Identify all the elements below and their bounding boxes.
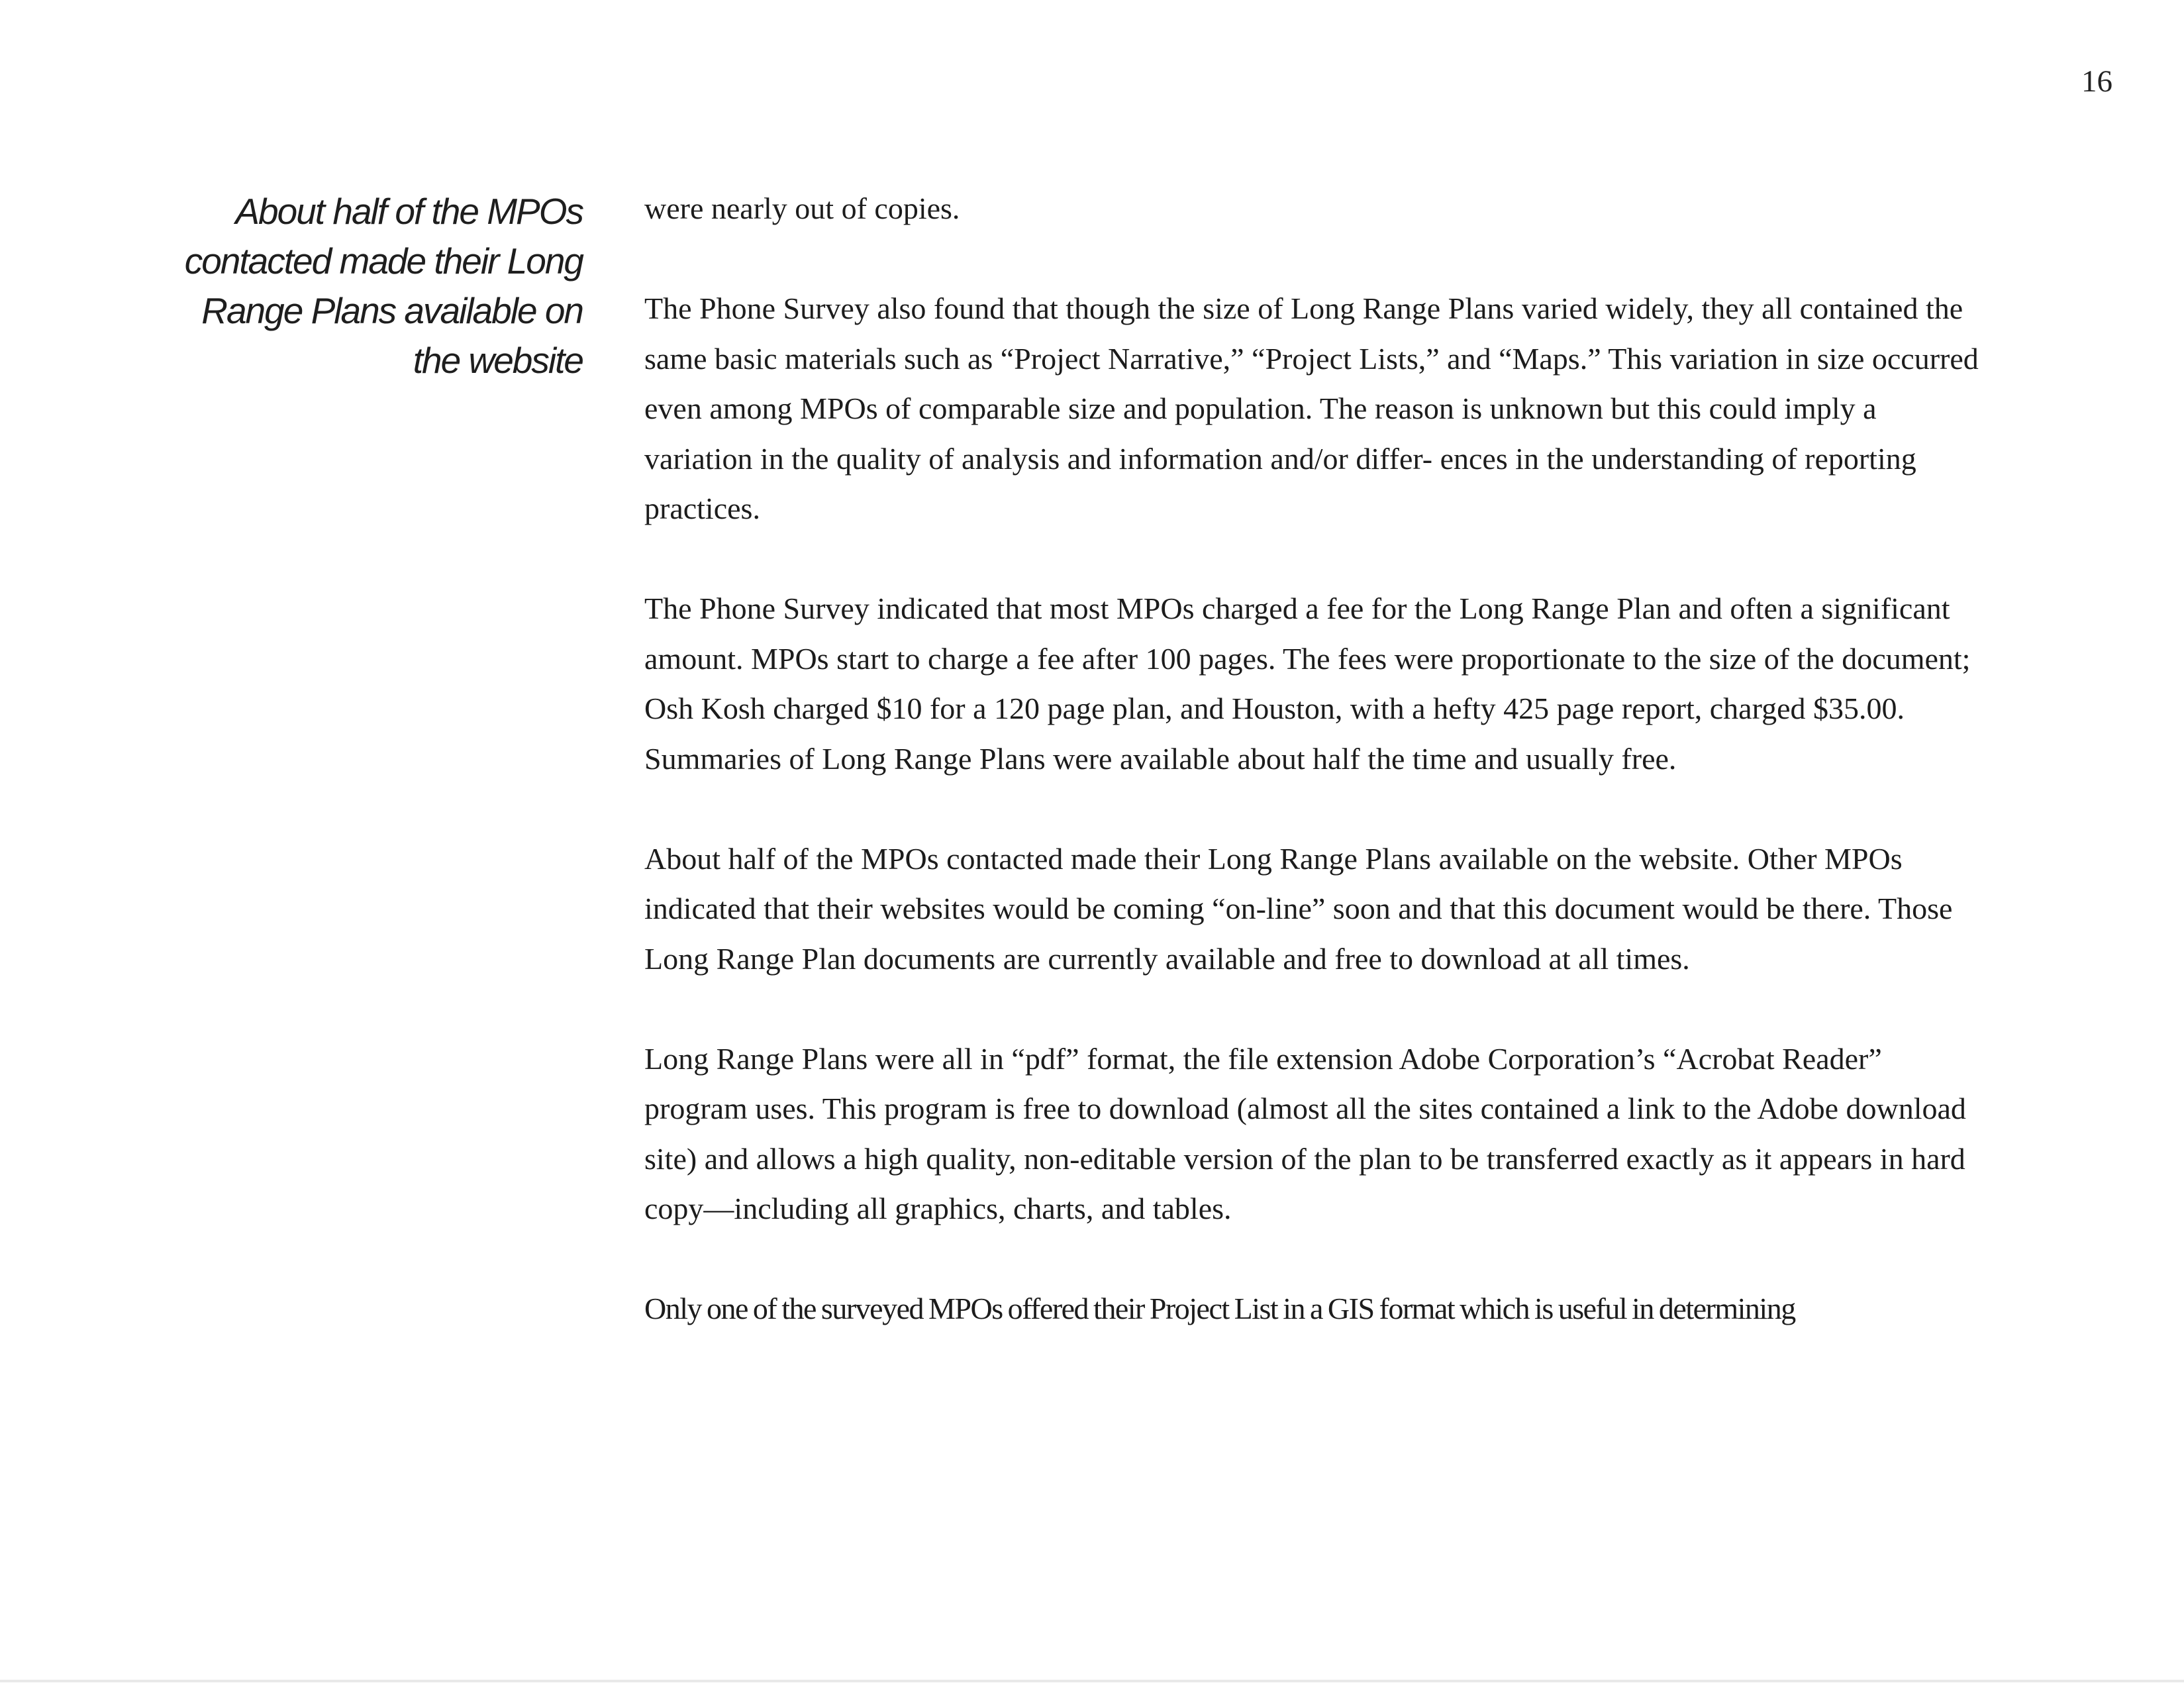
paragraph-continuation: were nearly out of copies. [644, 191, 960, 225]
paragraph-gis-format: Only one of the surveyed MPOs offered their Project List in a GIS format which is useful in determining [644, 1292, 1795, 1325]
sidebar-pull-quote: About half of the MPOs contacted made their Long Range Plans available on the website [184, 191, 583, 381]
paragraph-fees: The Phone Survey indicated that most MPOs charged a fee for the Long Range Plan and often a significant amount. MPOs start to charge a fee after 100 pages. The fees were proportionate to the size of the document; Osh Kosh charged $10 for a 120 page plan, and Houston, with a hefty 425 page report, charged $35.00. Summaries of Long Range Plans were available about half the time and usually free. [644, 591, 1971, 776]
paragraph-plan-size: The Phone Survey also found that though the size of Long Range Plans varied widely, they all contained the same basic materials such as “Project Narrative,” “Project Lists,” and “Maps.” This variation in size occurred even among MPOs of comparable size and population. The reason is unknown but this could imply a variation in the quality of analysis and information and/or differ- ences in the understanding of reporting practices. [644, 291, 1979, 525]
page-number: 16 [2081, 64, 2112, 99]
scan-edge-line [0, 1680, 2184, 1682]
paragraph-website-availability: About half of the MPOs contacted made their Long Range Plans available on the website. Other MPOs indicated that their websites would be coming “on-line” soon and that this document would be there. Those Long Range Plan documents are currently available and free to download at all times. [644, 841, 1953, 976]
body-text [644, 183, 1989, 1384]
paragraph-pdf-format: Long Range Plans were all in “pdf” format, the file extension Adobe Corporation’s “Acrobat Reader” program uses. This program is free to download (almost all the sites contained a link to the Adobe download site) and allows a high quality, non-editable version of the plan to be transferred exactly as it appears in hard copy—including all graphics, charts, and tables. [644, 1041, 1966, 1225]
